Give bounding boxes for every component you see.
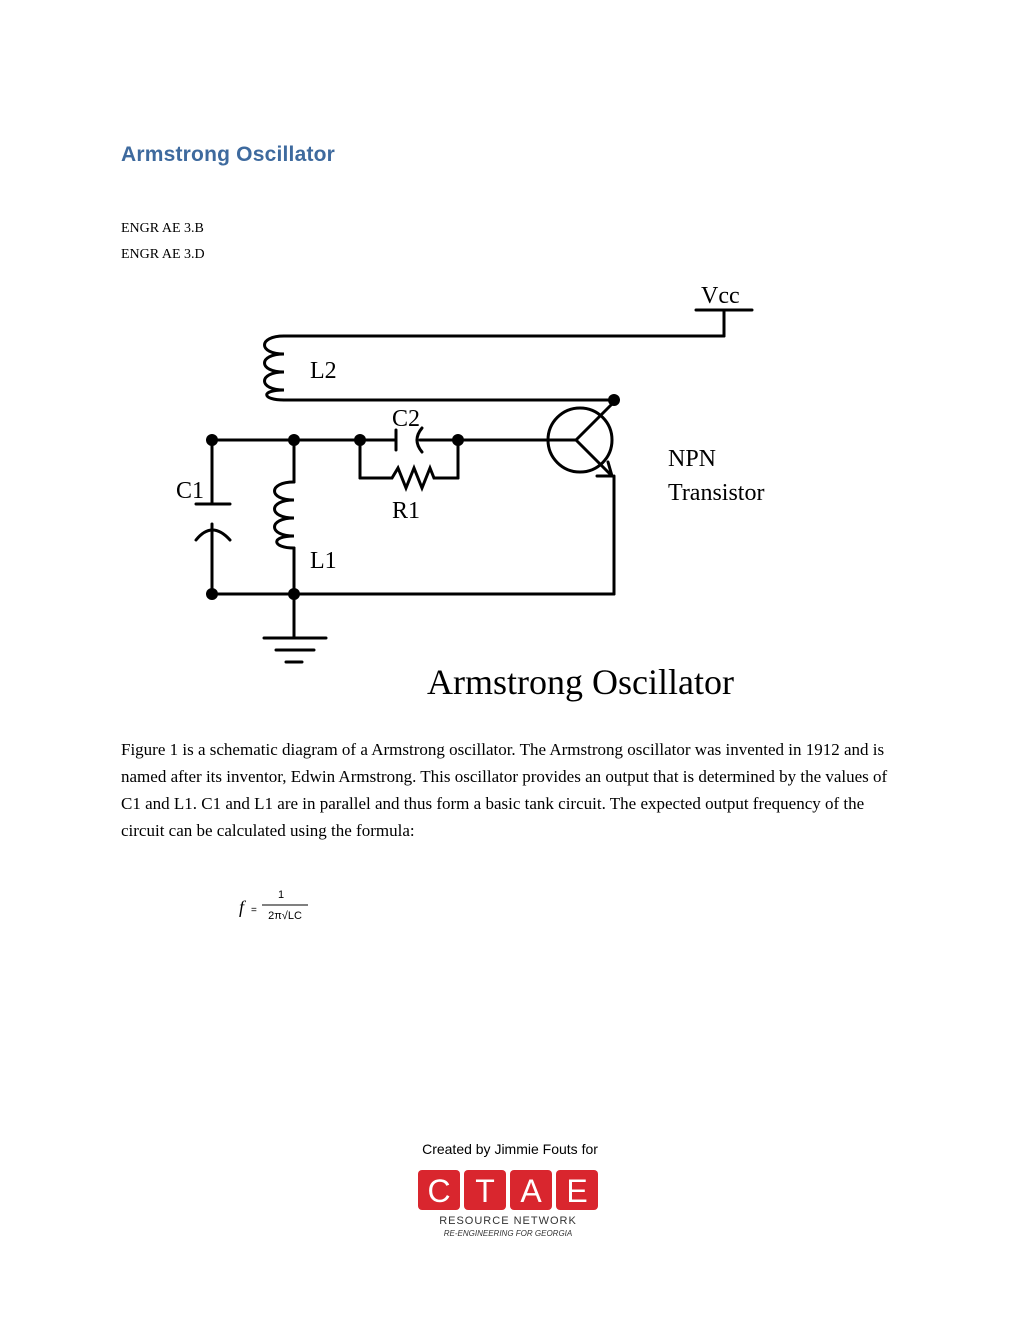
l2-label: L2 [310,358,337,384]
ctae-logo [416,1168,604,1240]
l1-label: L1 [310,548,337,574]
frequency-formula [238,884,318,928]
logo-letter: E [566,1173,588,1209]
c2-label: C2 [392,406,421,432]
logo-letter: A [520,1173,542,1209]
npn-label: NPN [668,446,717,472]
formula-f: f [239,897,245,917]
junction-dot [608,394,620,406]
standard-code: ENGR AE 3.B [121,221,204,236]
l2-coil [265,336,285,400]
formula-denominator: 2π√LC [268,910,302,922]
npn-label-transistor: Transistor [668,480,765,506]
logo-letter: C [427,1173,451,1209]
armstrong-oscillator-schematic [160,272,800,712]
r1-resistor [360,468,458,488]
footer-credit: Created by Jimmie Fouts for [422,1141,598,1157]
c1-label: C1 [176,478,205,504]
formula-numerator: 1 [277,889,285,901]
diagram-caption: Armstrong Oscillator [427,662,734,702]
junction-dot [206,434,218,446]
junction-dot [452,434,464,446]
logo-letter: T [475,1173,495,1209]
logo-subtitle: RESOURCE NETWORK [439,1215,577,1227]
junction-dot [288,434,300,446]
page-title: Armstrong Oscillator [121,143,336,166]
r1-label: R1 [392,498,421,524]
junction-dot [354,434,366,446]
vcc-label: Vcc [701,283,740,309]
standard-code: ENGR AE 3.D [121,247,205,262]
description-paragraph: Figure 1 is a schematic diagram of a Armstrong oscillator. The Armstrong oscillator was invented in 1912 and is named after its inventor, Edwin Armstrong. This oscillator provides an output that is determined by the values of C1 and L1. C1 and L1 are in parallel and thus form a basic tank circuit. The expected output frequency of the circuit can be calculated using the formula: [121,740,888,840]
junction-dot [206,588,218,600]
l1-coil [275,482,295,548]
formula-equals: = [251,905,257,916]
logo-tagline: RE-ENGINEERING FOR GEORGIA [443,1229,573,1238]
junction-dot [288,588,300,600]
